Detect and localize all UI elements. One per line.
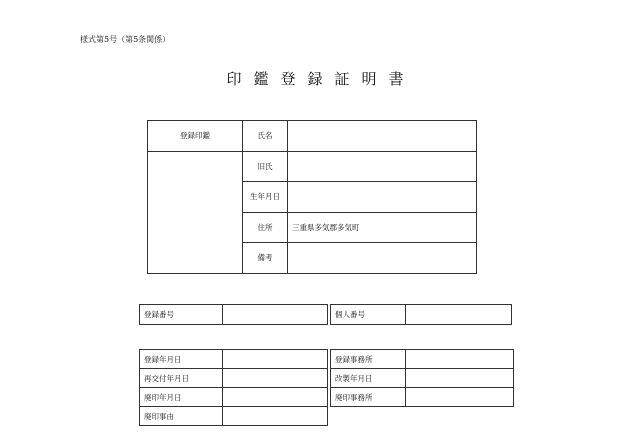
title-char: 証 (334, 70, 350, 88)
individual-number-label: 個人番号 (331, 305, 406, 325)
title-char: 印 (226, 70, 242, 88)
title-char: 明 (361, 70, 377, 88)
name-label: 氏名 (243, 121, 288, 152)
dates-right-table (330, 349, 514, 407)
seal-registration-table (147, 120, 477, 274)
title-char: 書 (388, 70, 404, 88)
reissue-date-label: 再交付年月日 (140, 369, 223, 388)
registration-number-label: 登録番号 (140, 305, 223, 325)
remarks-value (288, 243, 477, 274)
address-label: 住所 (243, 212, 288, 243)
abolition-office-label: 廃印事務所 (331, 388, 406, 407)
form-number: 様式第5号（第5条関係） (80, 35, 171, 44)
title-char: 鑑 (253, 70, 269, 88)
title-char: 録 (307, 70, 323, 88)
abolition-date-label: 廃印年月日 (140, 388, 223, 407)
document-title (0, 68, 630, 89)
abolition-reason-label: 廃印事由 (140, 407, 223, 426)
registration-office-label: 登録事務所 (331, 350, 406, 369)
dates-left-table (139, 349, 328, 426)
title-char: 登 (280, 70, 296, 88)
registration-number-table (139, 304, 328, 325)
revision-date-label: 改製年月日 (331, 369, 406, 388)
address-value: 三重県多気郡多気町 (288, 212, 477, 243)
individual-number-table (330, 304, 512, 325)
abolition-office-value (406, 388, 514, 407)
remarks-label: 備考 (243, 243, 288, 274)
revision-date-value (406, 369, 514, 388)
seal-imprint-area (148, 151, 243, 273)
registration-number-value (223, 305, 328, 325)
name-value (288, 121, 477, 152)
former-surname-value (288, 151, 477, 182)
registration-date-label: 登録年月日 (140, 350, 223, 369)
seal-label: 登録印鑑 (148, 121, 243, 152)
individual-number-value (406, 305, 512, 325)
reissue-date-value (223, 369, 328, 388)
abolition-reason-value (223, 407, 328, 426)
birthdate-value (288, 182, 477, 213)
birthdate-label: 生年月日 (243, 182, 288, 213)
former-surname-label: 旧氏 (243, 151, 288, 182)
registration-date-value (223, 350, 328, 369)
abolition-date-value (223, 388, 328, 407)
registration-office-value (406, 350, 514, 369)
